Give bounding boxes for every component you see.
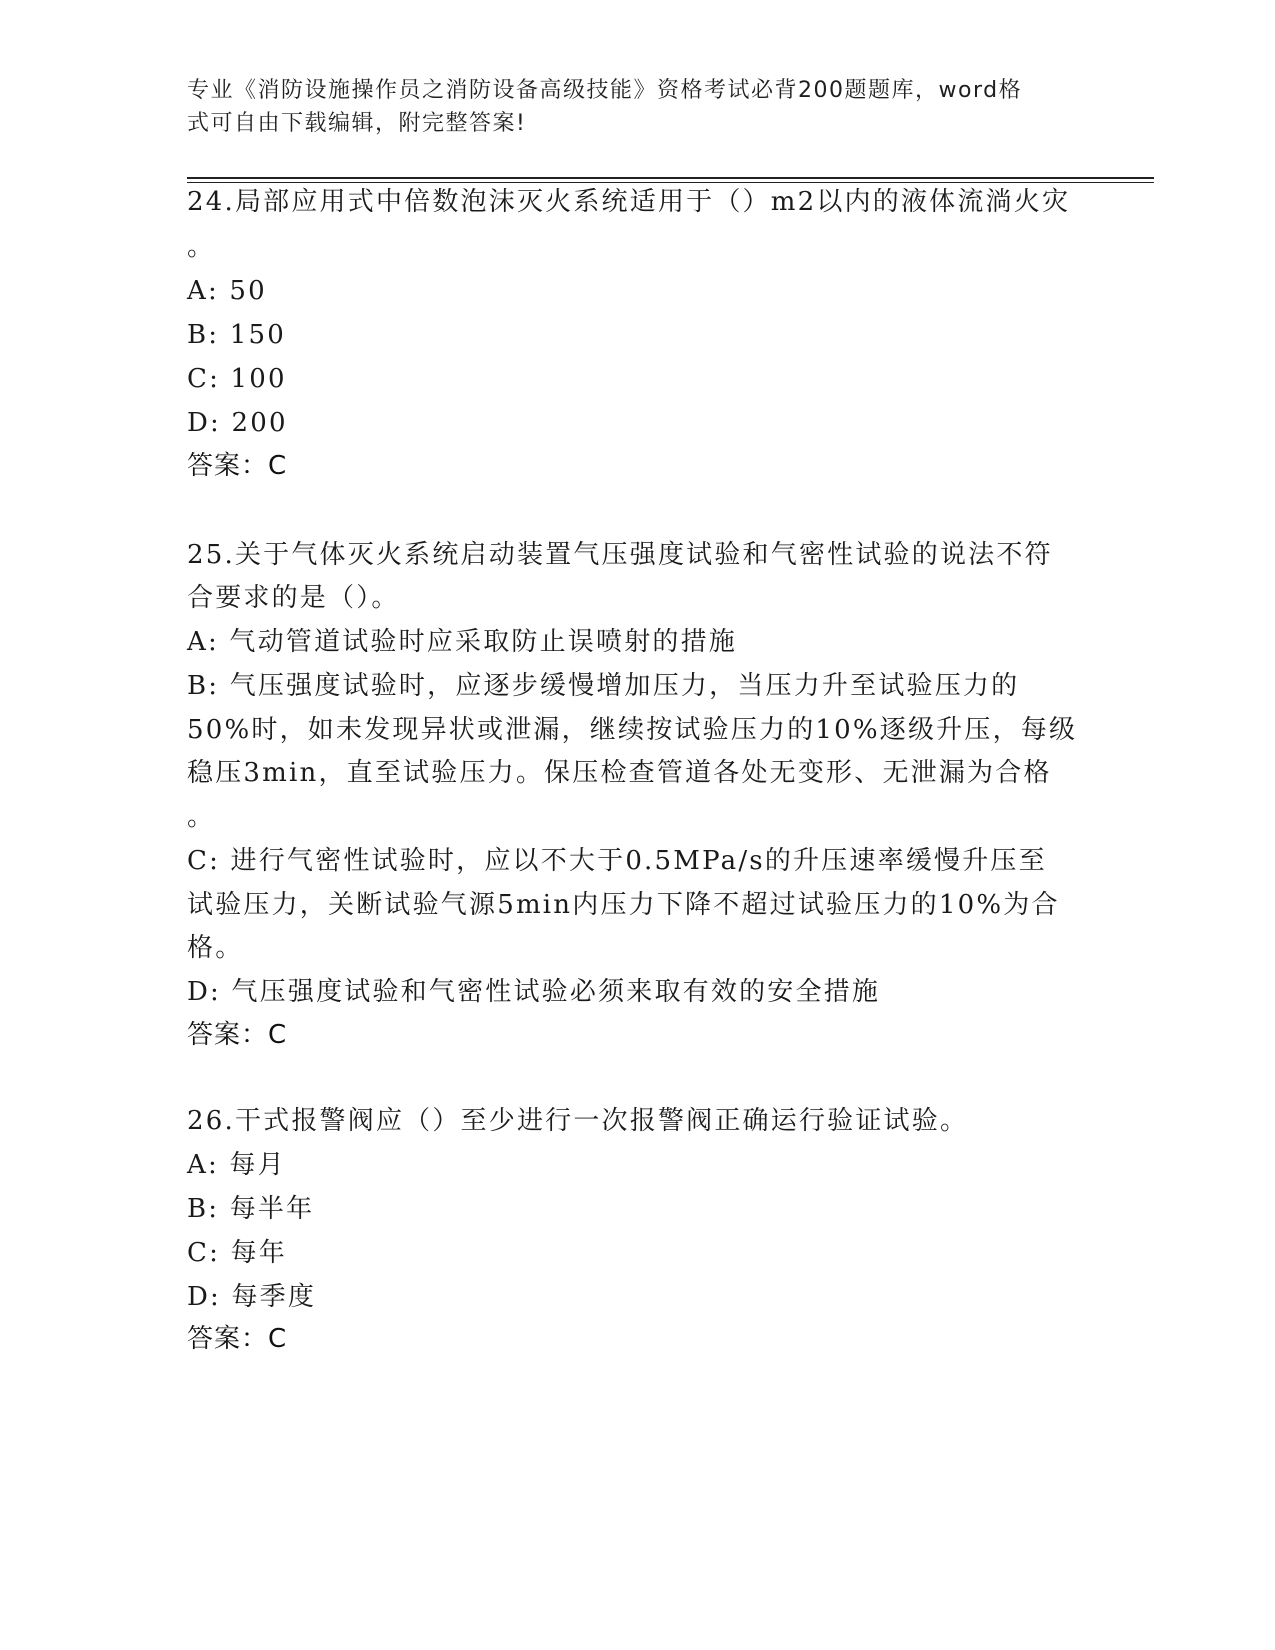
question-26-option-b: B: 每半年 [187,1194,315,1224]
header-divider-thick [187,177,1154,179]
header-line-1: 专业《消防设施操作员之消防设备高级技能》资格考试必背200题题库，word格 [187,78,1023,103]
question-25-option-b-line-1: B: 气压强度试验时，应逐步缓慢增加压力，当压力升至试验压力的 [187,671,1020,701]
question-25-option-b-line-2: 50%时，如未发现异状或泄漏，继续按试验压力的10%逐级升压，每级 [187,715,1078,745]
question-26-answer: 答案：C [187,1324,288,1354]
header-line-2: 式可自由下载编辑，附完整答案! [187,111,527,136]
question-24-option-b: B: 150 [187,320,286,350]
question-25-option-b-line-4: 。 [187,802,216,832]
question-25-stem-line-2: 合要求的是（）。 [187,583,400,613]
question-25-option-c-line-1: C: 进行气密性试验时，应以不大于0.5MPa/s的升压速率缓慢升压至 [187,846,1047,876]
question-26-option-d: D: 每季度 [187,1282,317,1312]
question-24-option-d: D: 200 [187,408,288,438]
question-25-answer: 答案：C [187,1020,288,1050]
question-25-option-b-line-3: 稳压3min，直至试验压力。保压检查管道各处无变形、无泄漏为合格 [187,758,1052,788]
question-24-stem-line-1: 24.局部应用式中倍数泡沫灭火系统适用于（）m2以内的液体流淌火灾 [187,187,1071,217]
question-25-option-d: D: 气压强度试验和气密性试验必须来取有效的安全措施 [187,977,881,1007]
document-header [187,74,1067,140]
question-24-answer: 答案：C [187,451,288,481]
question-25-option-c-line-2: 试验压力，关断试验气源5min内压力下降不超过试验压力的10%为合 [187,890,1060,920]
question-26-stem-line-1: 26.干式报警阀应（）至少进行一次报警阀正确运行验证试验。 [187,1106,969,1136]
question-25-option-c-line-3: 格。 [187,933,244,963]
question-25-stem-line-1: 25.关于气体灭火系统启动装置气压强度试验和气密性试验的说法不符 [187,540,1053,570]
question-26-option-c: C: 每年 [187,1238,287,1268]
question-25-option-a: A: 气动管道试验时应采取防止误喷射的措施 [187,627,738,657]
header-divider-thin [187,182,1154,183]
question-24-stem-line-2: 。 [187,232,216,262]
question-26-option-a: A: 每月 [187,1150,286,1180]
question-24-option-a: A: 50 [187,276,267,306]
question-24-option-c: C: 100 [187,364,287,394]
